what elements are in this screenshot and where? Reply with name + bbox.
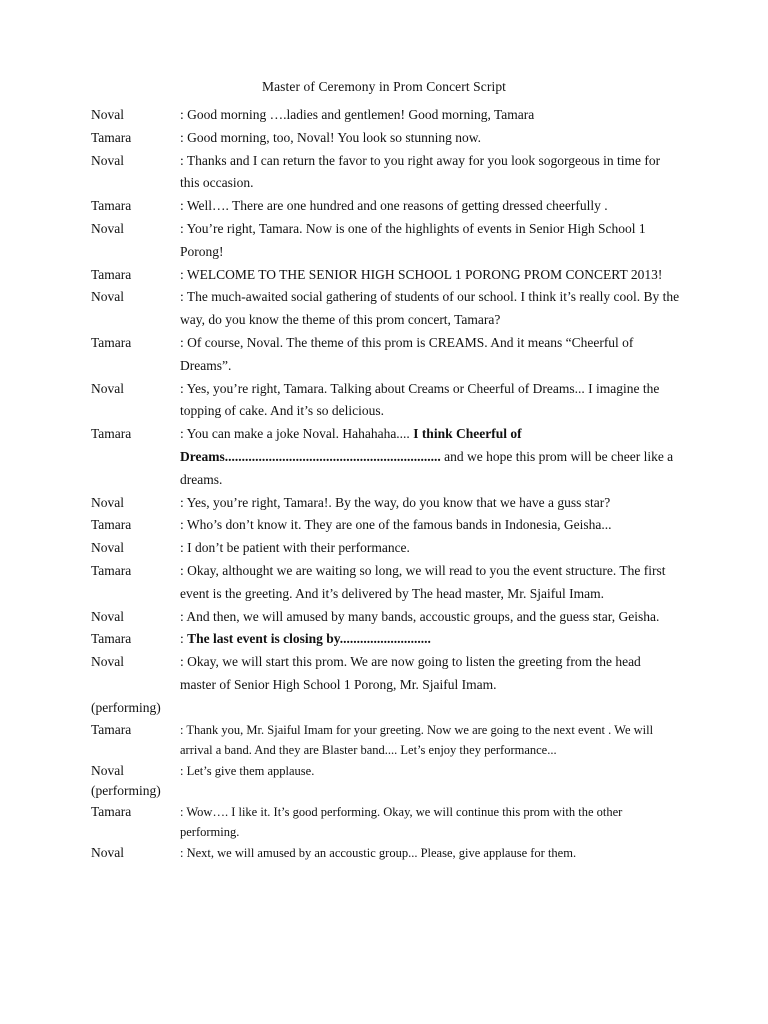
speaker-name: Noval — [91, 494, 124, 510]
speech-text: : Thank you, Mr. Sjaiful Imam for your greeting. Now we are going to the next event . We will arrival a band. And they are Blaster band.... Let’s enjoy they performance... — [180, 722, 654, 758]
speech-text: : And then, we will amused by many bands, accoustic groups, and the guess star, Geisha. — [180, 608, 660, 624]
speech-text — [180, 628, 680, 651]
dialogue-script — [91, 104, 691, 863]
speech-text — [180, 781, 680, 802]
speaker-name: Tamara — [91, 721, 132, 737]
dialogue-line — [91, 537, 691, 560]
dialogue-line — [91, 332, 691, 378]
dialogue-line — [91, 492, 691, 515]
dialogue-line — [91, 761, 691, 782]
speaker-name: Tamara — [91, 562, 132, 578]
speaker-name: Noval — [91, 654, 124, 670]
dialogue-line — [91, 378, 691, 424]
dialogue-line — [91, 802, 691, 843]
dialogue-line — [91, 104, 691, 127]
dialogue-line — [91, 127, 691, 150]
stage-direction — [91, 697, 691, 720]
speaker-name: Tamara — [91, 803, 132, 819]
dialogue-line — [91, 843, 691, 864]
speaker-name: Noval — [91, 289, 124, 305]
speech-text: : Next, we will amused by an accoustic group... Please, give applause for them. — [180, 845, 577, 860]
speaker-name: Tamara — [91, 198, 132, 214]
speech-text: : Thanks and I can return the favor to you right away for you look sogorgeous in time for this occasion. — [180, 152, 661, 191]
speech-text: : WELCOME TO THE SENIOR HIGH SCHOOL 1 PORONG PROM CONCERT 2013! — [180, 266, 663, 282]
speaker-name: Noval — [91, 152, 124, 168]
speech-text: : The much-awaited social gathering of students of our school. I think it’s really cool. By the way, do you know the theme of this prom concert, Tamara? — [180, 289, 680, 328]
dialogue-line — [91, 628, 691, 651]
speech-text — [180, 697, 680, 720]
speech-text: : Yes, you’re right, Tamara!. By the way, do you know that we have a guss star? — [180, 494, 611, 510]
speech-text — [180, 423, 680, 491]
dialogue-line — [91, 720, 691, 761]
speech-text: : Let’s give them applause. — [180, 763, 315, 778]
stage-direction-label: (performing) — [91, 699, 161, 715]
bold-phrase: The last event is closing by........................... — [187, 631, 431, 647]
dialogue-line — [91, 150, 691, 196]
speech-text: : Of course, Noval. The theme of this prom is CREAMS. And it means “Cheerful of Dreams”. — [180, 334, 634, 373]
speaker-name: Noval — [91, 107, 124, 122]
speech-text: : Good morning ….ladies and gentlemen! Good morning, Tamara — [180, 107, 535, 122]
stage-direction-label: (performing) — [91, 783, 161, 799]
speaker-name: Tamara — [91, 426, 132, 442]
speech-text-lead: : You can make a joke Noval. Hahahaha.... — [180, 426, 414, 442]
dialogue-line — [91, 560, 691, 606]
speaker-name: Noval — [91, 762, 124, 778]
speech-text: : Wow…. I like it. It’s good performing. Okay, we will continue this prom with the other performing. — [180, 804, 623, 840]
speech-text: : Who’s don’t know it. They are one of the famous bands in Indonesia, Geisha... — [180, 517, 612, 533]
speech-text-lead: : — [180, 631, 188, 647]
speaker-name: Tamara — [91, 631, 132, 647]
speech-text-tail: and we hope this prom will be cheer like a dreams. — [180, 448, 674, 487]
speech-text: : I don’t be patient with their performance. — [180, 540, 410, 556]
speaker-name: Tamara — [91, 266, 132, 282]
dialogue-line — [91, 218, 691, 264]
dialogue-line — [91, 423, 691, 491]
speech-text: : Okay, we will start this prom. We are now going to listen the greeting from the head master of Senior High School 1 Porong, Mr. Sjaiful Imam. — [180, 654, 641, 692]
page-title: Master of Ceremony in Prom Concert Script — [261, 79, 507, 94]
speaker-name: Tamara — [91, 334, 132, 350]
speaker-name: Noval — [91, 220, 124, 236]
speaker-name: Noval — [91, 844, 124, 860]
speaker-name: Tamara — [91, 517, 132, 533]
dialogue-line — [91, 606, 691, 629]
speech-text: : You’re right, Tamara. Now is one of the highlights of events in Senior High School 1 Porong! — [180, 220, 646, 259]
dialogue-line — [91, 264, 691, 287]
dialogue-line — [91, 195, 691, 218]
speaker-name: Tamara — [91, 129, 132, 145]
dialogue-line — [91, 651, 691, 697]
dialogue-line — [91, 514, 691, 537]
speech-text: : Yes, you’re right, Tamara. Talking about Creams or Cheerful of Dreams... I imagine the topping of cake. And it’s so delicious. — [180, 380, 660, 419]
speaker-name: Noval — [91, 540, 124, 556]
speaker-name: Noval — [91, 380, 124, 396]
speech-text: : Good morning, too, Noval! You look so stunning now. — [180, 129, 482, 145]
stage-direction — [91, 781, 691, 802]
dialogue-line — [91, 286, 691, 332]
bold-phrase: I think Cheerful of Dreams................................................................ — [180, 426, 522, 464]
speech-text: : Okay, althought we are waiting so long, we will read to you the event structure. The first event is the greeting. And it’s delivered by The head master, Mr. Sjaiful Imam. — [180, 562, 666, 601]
speech-text: : Well…. There are one hundred and one reasons of getting dressed cheerfully . — [180, 198, 608, 214]
speaker-name: Noval — [91, 608, 124, 624]
